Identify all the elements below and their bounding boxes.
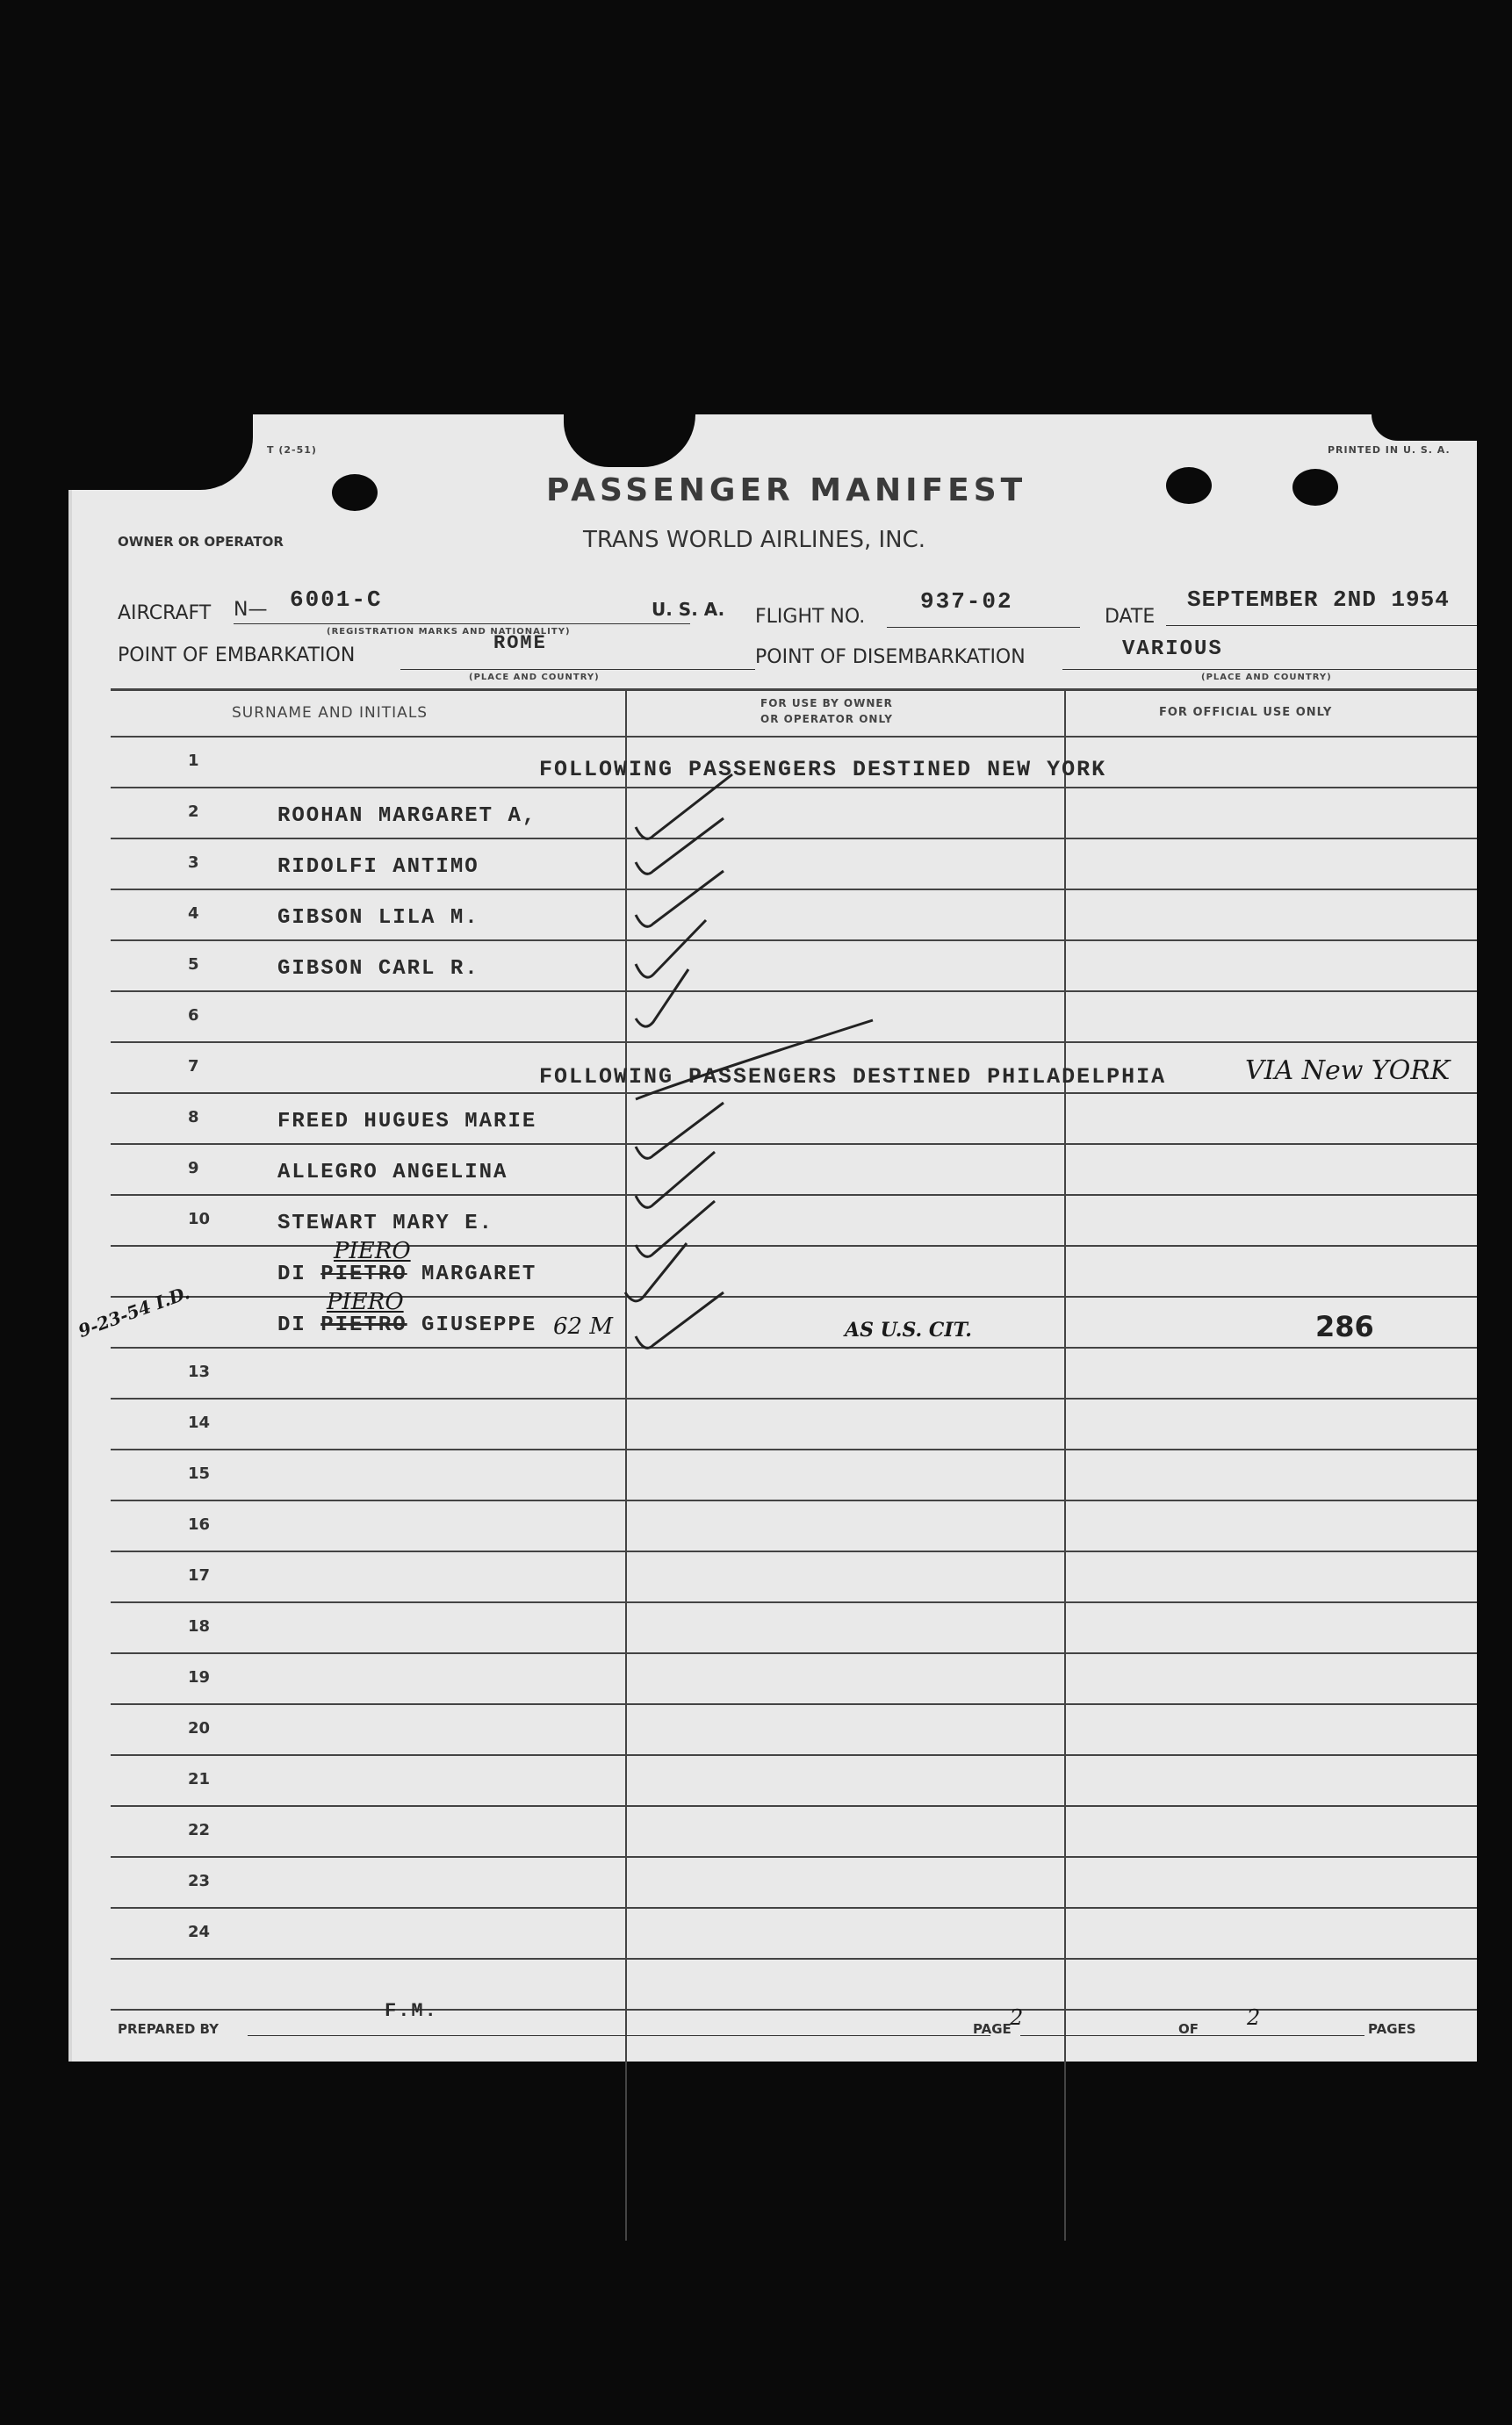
flight-date: SEPTEMBER 2ND 1954 bbox=[1187, 586, 1450, 613]
row-rule bbox=[111, 990, 1477, 992]
passenger-name: GIBSON LILA M. bbox=[277, 906, 479, 930]
row-rule bbox=[111, 1958, 1477, 1960]
check-icon bbox=[627, 1275, 750, 1363]
row-rule bbox=[111, 1500, 1477, 1501]
row-number: 6 bbox=[188, 1006, 199, 1025]
row-number: 9 bbox=[188, 1159, 199, 1177]
row-rule bbox=[111, 939, 1477, 941]
of-label: OF bbox=[1178, 2021, 1199, 2037]
prepared-by-label: PREPARED BY bbox=[118, 2021, 219, 2037]
row-number: 1 bbox=[188, 752, 199, 770]
nationality: U. S. A. bbox=[652, 599, 725, 620]
surname-column-header: SURNAME AND INITIALS bbox=[232, 704, 428, 722]
punch-hole bbox=[1292, 469, 1338, 506]
passenger-name: ROOHAN MARGARET A, bbox=[277, 804, 537, 828]
flight-number: 937-02 bbox=[920, 588, 1013, 615]
row-number: 8 bbox=[188, 1108, 199, 1126]
row-rule bbox=[111, 1703, 1477, 1705]
disembarkation-label: POINT OF DISEMBARKATION bbox=[755, 646, 1026, 668]
age-sex-note: 62 M bbox=[553, 1313, 613, 1340]
struck-surname: PIETRO bbox=[320, 1263, 407, 1286]
name-prefix: DI bbox=[277, 1313, 306, 1337]
row-rule bbox=[111, 1449, 1477, 1450]
row-number: 22 bbox=[188, 1821, 211, 1839]
handwritten-correction: PIERO bbox=[334, 1238, 411, 1264]
pages-label: PAGES bbox=[1368, 2021, 1416, 2037]
passenger-name-corrected bbox=[277, 1263, 536, 1286]
date-underline bbox=[1166, 625, 1477, 626]
aircraft-registration: 6001-C bbox=[290, 586, 383, 613]
row-rule bbox=[111, 1143, 1477, 1145]
torn-edge bbox=[68, 414, 253, 490]
embarkation-note: (PLACE AND COUNTRY) bbox=[469, 673, 600, 682]
given-name: MARGARET bbox=[421, 1263, 537, 1286]
passenger-name-corrected bbox=[277, 1313, 536, 1337]
owner-use-header-2: OR OPERATOR ONLY bbox=[760, 713, 893, 725]
row-number: 20 bbox=[188, 1719, 211, 1738]
form-code: T (2-51) bbox=[267, 444, 317, 456]
punch-hole bbox=[1166, 467, 1212, 504]
flight-underline bbox=[887, 627, 1080, 628]
passenger-name: FREED HUGUES MARIE bbox=[277, 1110, 537, 1133]
aircraft-underline bbox=[234, 623, 690, 624]
given-name: GIUSEPPE bbox=[421, 1313, 537, 1337]
passenger-name: GIBSON CARL R. bbox=[277, 957, 479, 981]
row-rule bbox=[111, 1601, 1477, 1603]
row-number: 3 bbox=[188, 853, 199, 872]
page-title: PASSENGER MANIFEST bbox=[546, 472, 1027, 508]
section-heading: FOLLOWING PASSENGERS DESTINED PHILADELPHIA bbox=[539, 1064, 1167, 1090]
embarkation-underline bbox=[400, 669, 755, 670]
row-rule bbox=[111, 1551, 1477, 1552]
official-number: 286 bbox=[1315, 1310, 1374, 1343]
flight-label: FLIGHT NO. bbox=[755, 606, 866, 628]
owner-label: OWNER OR OPERATOR bbox=[118, 534, 284, 550]
row-rule bbox=[111, 1652, 1477, 1654]
row-number: 24 bbox=[188, 1923, 211, 1941]
citizenship-remark: AS U.S. CIT. bbox=[845, 1319, 972, 1342]
row-rule bbox=[111, 1398, 1477, 1400]
struck-surname: PIETRO bbox=[320, 1313, 407, 1337]
row-number: 19 bbox=[188, 1668, 211, 1687]
handwritten-correction: PIERO bbox=[327, 1289, 404, 1315]
row-rule bbox=[111, 1194, 1477, 1196]
official-use-header: FOR OFFICIAL USE ONLY bbox=[1159, 706, 1333, 719]
row-rule bbox=[111, 889, 1477, 890]
row-number: 17 bbox=[188, 1566, 211, 1585]
aircraft-prefix: N— bbox=[234, 599, 268, 621]
row-number: 15 bbox=[188, 1464, 211, 1483]
page-underline bbox=[1020, 2035, 1240, 2036]
prepared-by-value: F.M. bbox=[385, 2000, 438, 2022]
disembarkation-underline bbox=[1062, 669, 1477, 670]
disembarkation-note: (PLACE AND COUNTRY) bbox=[1201, 673, 1332, 682]
row-rule bbox=[111, 1805, 1477, 1807]
name-prefix: DI bbox=[277, 1263, 306, 1286]
column-divider bbox=[1064, 688, 1066, 2241]
row-rule bbox=[111, 1856, 1477, 1858]
punch-hole bbox=[332, 474, 378, 511]
row-number: 16 bbox=[188, 1515, 211, 1534]
disembarkation-value: VARIOUS bbox=[1122, 637, 1223, 661]
row-number: 10 bbox=[188, 1210, 211, 1228]
row-rule bbox=[111, 1296, 1477, 1298]
row-rule bbox=[111, 1245, 1477, 1247]
of-underline bbox=[1210, 2035, 1364, 2036]
row-number: 7 bbox=[188, 1057, 199, 1076]
handwritten-margin-note: 9-23-54 I.D. bbox=[75, 1281, 193, 1342]
row-rule bbox=[111, 1347, 1477, 1349]
row-rule bbox=[111, 1907, 1477, 1909]
date-label: DATE bbox=[1105, 606, 1156, 628]
prepared-by-underline bbox=[248, 2035, 990, 2036]
printed-in-note: PRINTED IN U. S. A. bbox=[1328, 444, 1451, 456]
row-number: 18 bbox=[188, 1617, 211, 1636]
handwritten-via-note: VIA New YORK bbox=[1245, 1055, 1451, 1086]
row-rule bbox=[111, 838, 1477, 839]
torn-edge bbox=[564, 414, 695, 467]
row-number: 21 bbox=[188, 1770, 211, 1788]
header-bottom-rule bbox=[111, 736, 1477, 738]
total-pages: 2 bbox=[1247, 2005, 1261, 2030]
row-rule bbox=[111, 787, 1477, 788]
embarkation-label: POINT OF EMBARKATION bbox=[118, 644, 356, 666]
aircraft-label: AIRCRAFT bbox=[118, 602, 212, 624]
row-number: 13 bbox=[188, 1363, 211, 1381]
passenger-name: ALLEGRO ANGELINA bbox=[277, 1161, 508, 1184]
row-number: 23 bbox=[188, 1872, 211, 1890]
embarkation-value: ROME bbox=[493, 632, 547, 654]
registration-note: (REGISTRATION MARKS AND NATIONALITY) bbox=[327, 627, 571, 637]
row-number: 2 bbox=[188, 802, 199, 821]
row-rule bbox=[111, 1754, 1477, 1756]
passenger-name: STEWART MARY E. bbox=[277, 1212, 494, 1235]
passenger-name: RIDOLFI ANTIMO bbox=[277, 855, 479, 879]
row-number: 5 bbox=[188, 955, 199, 974]
row-number: 4 bbox=[188, 904, 199, 923]
torn-edge bbox=[1372, 414, 1480, 441]
operator-name: TRANS WORLD AIRLINES, INC. bbox=[583, 527, 926, 553]
row-number: 14 bbox=[188, 1414, 211, 1432]
page-label: PAGE bbox=[973, 2021, 1012, 2037]
table-top-rule bbox=[111, 688, 1477, 691]
manifest-paper bbox=[68, 414, 1477, 2062]
owner-use-header-1: FOR USE BY OWNER bbox=[760, 697, 893, 709]
table-bottom-rule bbox=[111, 2009, 1477, 2011]
section-heading: FOLLOWING PASSENGERS DESTINED NEW YORK bbox=[539, 757, 1107, 782]
page-number: 2 bbox=[1010, 2005, 1024, 2030]
